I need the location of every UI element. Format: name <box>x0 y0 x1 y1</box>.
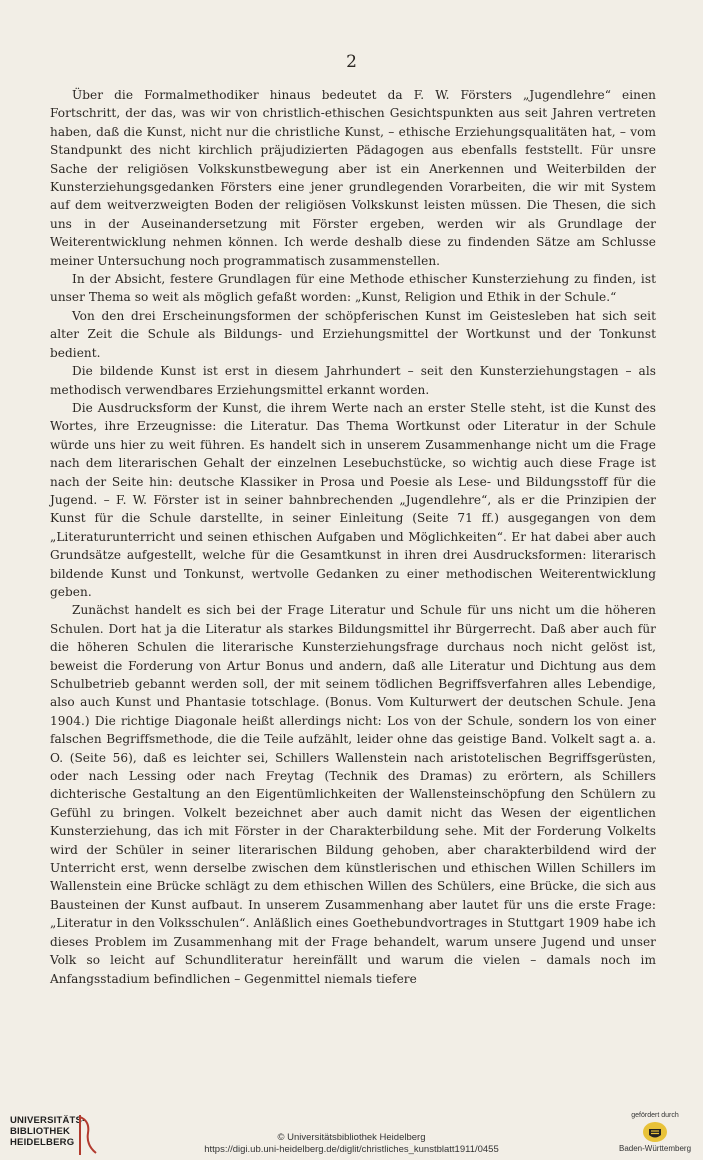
library-logo-text: UNIVERSITÄTS- BIBLIOTHEK HEIDELBERG <box>10 1115 86 1148</box>
baden-wuerttemberg-crest-icon <box>642 1121 668 1143</box>
page-footer <box>0 1108 703 1160</box>
footer-credits <box>150 1132 553 1156</box>
paragraph-1: Über die Formalmethodiker hinaus bedeutet da F. W. Försters „Jugendlehre“ einen Fortschritt, der das, was wir von christlich-ethischen Gesichtspunkten aus seit Jahren vertreten haben, daß die Kunst, nicht nur die christliche Kunst, – ethische Erziehungsqualitäten hat, – vom Standpunkt des nicht kirchlich präjudizierten Pädagogen aus ebenfalls feststellt. Für unsre Sache der religiösen Volkskunstbewegung aber ist ein Anerkennen und Weiterbilden der Kunsterziehungsgedanken Försters eine jener grundlegenden Vorarbeiten, die wir mit System auf dem weitverzweigten Boden der religiösen Volkskunst leisten müssen. Die Thesen, die sich uns in der Auseinandersetzung mit Förster ergeben, werden wir als Grundlage der Weiterentwicklung nehmen können. Ich werde deshalb diese zu findenden Sätze am Schlusse meiner Untersuchung noch programmatisch zusammenstellen. <box>50 88 656 268</box>
body-text <box>50 86 656 988</box>
paragraph-4: Die bildende Kunst ist erst in diesem Jahrhundert – seit den Kunsterziehungstagen – als methodisch verwendbares Erziehungsmittel erkannt worden. <box>50 364 656 397</box>
source-url-link[interactable]: https://digi.ub.uni-heidelberg.de/diglit/christliches_kunstblatt1911/0455 <box>204 1144 499 1155</box>
library-emblem-icon <box>76 1113 98 1157</box>
page-number: 2 <box>346 52 357 72</box>
copyright-text: © Universitätsbibliothek Heidelberg <box>277 1132 426 1143</box>
sponsor-logo[interactable] <box>615 1112 695 1160</box>
sponsor-label: gefördert durch <box>631 1112 679 1119</box>
paragraph-6: Zunächst handelt es sich bei der Frage Literatur und Schule für uns nicht um die höheren Schulen. Dort hat ja die Literatur als starkes Bildungsmittel ihr Bürgerrecht. Daß aber auch für die höheren Schulen die literarische Kunsterziehungsfrage durchaus noch nicht gelöst ist, beweist die Forderung von Artur Bonus und andern, daß alle Literatur und Dichtung aus dem Schulbetrieb gebannt werden soll, der mit seinem tödlichen Begriffsverfahren alles Lebendige, also auch Kunst und Phantasie totschlage. (Bonus. Vom Kulturwert der deutschen Schule. Jena 1904.) Die richtige Diagonale heißt allerdings nicht: Los von der Schule, sondern los von einer falschen Begriffsmethode, die die Teile aufzählt, leider ohne das geistige Band. Volkelt sagt a. a. O. (Seite 56), daß es leichter sei, Schillers Wallenstein nach aristotelischen Begriffsgerüsten, oder nach Lessing oder nach Freytag (Technik des Dramas) zu erörtern, als Schillers dichterische Gestaltung an den Eigentümlichkeiten der Wallensteinschöpfung den Schülern zu Gefühl zu bringen. Volkelt bezeichnet aber auch damit nicht das Wesen der eigentlichen Kunsterziehung, das ich mit Förster in der Charakterbildung sehe. Mit der Forderung Volkelts wird der Schüler in seiner literarischen Bildung gehoben, aber charakterbildend wird der Unterricht erst, wenn derselbe zwischen dem künstlerischen und ethischen Willen Schillers im Wallenstein eine Brücke schlägt zu dem ethischen Willen des Schülers, eine Brücke, die sich aus Bausteinen der Kunst aufbaut. In unserem Zusammenhang aber lautet für uns die erste Frage: „Literatur in den Volksschulen“. Anläßlich eines Goethebundvortrages in Stuttgart 1909 habe ich dieses Problem im Zusammenhang mit der Frage behandelt, warum unsere Jugend und unser Volk so leicht auf Schundliteratur hereinfällt und warum die vielen – damals noch im Anfangsstadium befindlichen – Gegenmittel niemals tiefere <box>50 603 656 986</box>
sponsor-name: Baden-Württemberg <box>618 1144 692 1153</box>
paragraph-2: In der Absicht, festere Grundlagen für eine Methode ethischer Kunsterziehung zu finden, ist unser Thema so weit als möglich gefaßt worden: „Kunst, Religion und Ethik in der Schule.“ <box>50 272 656 305</box>
paragraph-3: Von den drei Erscheinungsformen der schöpferischen Kunst im Geistesleben hat sich seit alter Zeit die Schule als Bildungs- und Erziehungsmittel der Wortkunst und der Tonkunst bedient. <box>50 308 656 360</box>
paragraph-5: Die Ausdrucksform der Kunst, die ihrem Werte nach an erster Stelle steht, ist die Kunst des Wortes, ihre Erzeugnisse: die Literatur. Das Thema Wortkunst oder Literatur in der Schule würde uns hier zu weit führen. Es handelt sich in unserem Zusammenhange nicht um die Frage nach dem literarischen Gehalt der einzelnen Lesebuchstücke, so wichtig auch diese Frage ist nach der Seite hin: deutsche Klassiker in Prosa und Poesie als Lese- und Bildungsstoff für die Jugend. – F. W. Förster ist in seiner bahnbrechenden „Jugendlehre“, als er die Prinzipien der Kunst für die Schule darstellte, in seiner Einleitung (Seite 71 ff.) ausgegangen von dem „Literaturunterricht und seinen ethischen Aufgaben und Möglichkeiten“. Er hat dabei aber auch Grundsätze aufgestellt, welche für die Gesamtkunst in ihren drei Ausdrucksformen: literarisch bildende Kunst und Tonkunst, wertvolle Gedanken zu einer methodischen Weiterentwicklung geben. <box>50 400 656 599</box>
university-library-logo[interactable] <box>10 1113 130 1157</box>
